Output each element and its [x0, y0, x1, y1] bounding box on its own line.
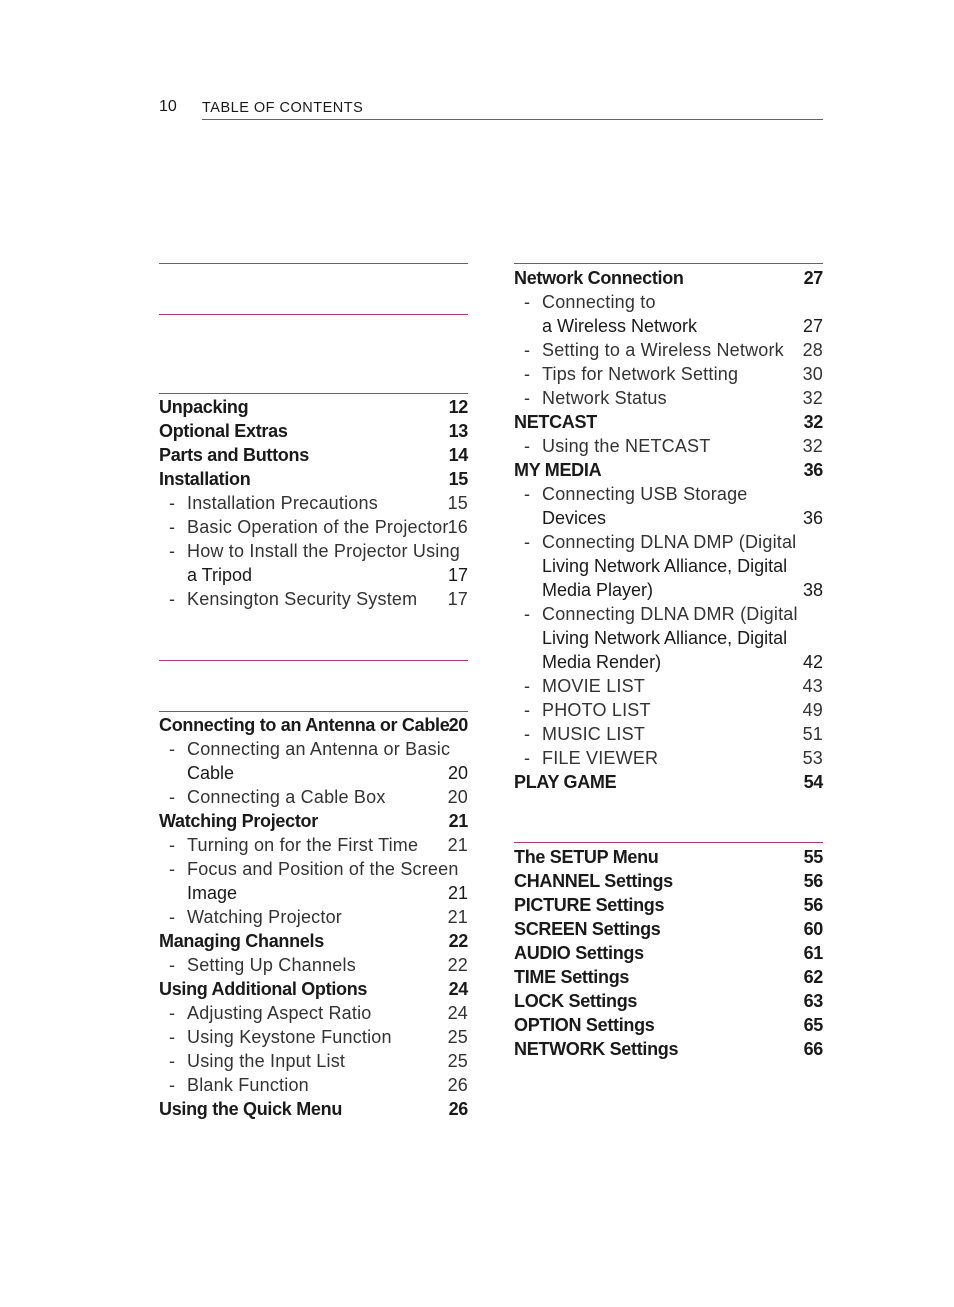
toc-entry-title: Managing Channels: [159, 931, 324, 951]
toc-entry-page: 28: [802, 340, 823, 360]
toc-entry[interactable]: [159, 515, 468, 539]
toc-entry[interactable]: [159, 1097, 468, 1121]
toc-entry-page: 54: [803, 772, 823, 792]
toc-entry-title: PLAY GAME: [514, 772, 617, 792]
toc-entry[interactable]: [514, 989, 823, 1013]
toc-entry-title: PICTURE Settings: [514, 895, 665, 915]
toc-entry-page: 20: [447, 787, 468, 807]
toc-entry-title: Using the Input List: [187, 1051, 346, 1071]
toc-entry[interactable]: [159, 713, 468, 737]
toc-entry-title: Setting Up Channels: [187, 955, 356, 975]
toc-entry-page: 51: [802, 724, 823, 744]
toc-entry-title: Connecting USB Storage: [542, 484, 748, 504]
toc-entry-title: Cable: [187, 763, 235, 783]
toc-entry-page: 15: [448, 469, 468, 489]
bullet-dash: -: [169, 1051, 176, 1071]
toc-entry[interactable]: [514, 578, 823, 602]
toc-entry-title: NETWORK Settings: [514, 1039, 679, 1059]
bullet-dash: -: [169, 859, 176, 879]
section-rule: [159, 711, 468, 712]
toc-entry-page: 61: [803, 943, 823, 963]
toc-entry-page: 20: [448, 715, 468, 735]
toc-entry-page: 17: [447, 589, 468, 609]
toc-entry[interactable]: [514, 482, 823, 506]
bullet-dash: -: [169, 955, 176, 975]
toc-entry[interactable]: [159, 785, 468, 809]
toc-entry-title: Basic Operation of the Projector: [187, 517, 449, 537]
bullet-dash: -: [524, 700, 531, 720]
bullet-dash: -: [524, 676, 531, 696]
bullet-dash: -: [169, 787, 176, 807]
toc-entry[interactable]: [514, 362, 823, 386]
toc-entry-page: 53: [802, 748, 823, 768]
toc-entry[interactable]: [514, 506, 823, 530]
toc-entry[interactable]: [514, 1037, 823, 1061]
toc-entry-page: 65: [803, 1015, 823, 1035]
toc-entry[interactable]: [514, 917, 823, 941]
toc-entry-page: 14: [448, 445, 468, 465]
toc-entry-title: MY MEDIA: [514, 460, 602, 480]
toc-entry[interactable]: [159, 443, 468, 467]
toc-entry-title: Network Connection: [514, 268, 684, 288]
toc-entry-page: 60: [803, 919, 823, 939]
toc-entry-title: a Wireless Network: [542, 316, 698, 336]
toc-entry[interactable]: [159, 809, 468, 833]
toc-entry[interactable]: [159, 1073, 468, 1097]
toc-entry-title: Devices: [542, 508, 607, 528]
section-rule: [159, 393, 468, 394]
bullet-dash: -: [524, 388, 531, 408]
toc-block-right-2: [514, 845, 823, 1061]
toc-entry-page: 21: [448, 811, 468, 831]
toc-entry-title: Focus and Position of the Screen: [187, 859, 459, 879]
toc-entry-page: 24: [447, 1003, 468, 1023]
toc-entry[interactable]: [159, 737, 468, 761]
bullet-dash: -: [169, 835, 176, 855]
toc-entry-title: Installation Precautions: [187, 493, 378, 513]
toc-entry-title: Using Additional Options: [159, 979, 368, 999]
bullet-dash: -: [169, 1075, 176, 1095]
toc-entry-title: CHANNEL Settings: [514, 871, 673, 891]
toc-entry-page: 62: [803, 967, 823, 987]
toc-entry-title: Blank Function: [187, 1075, 309, 1095]
bullet-dash: -: [524, 292, 531, 312]
toc-entry-page: 27: [802, 316, 823, 336]
toc-entry-title: Network Status: [542, 388, 667, 408]
bullet-dash: -: [169, 541, 176, 561]
bullet-dash: -: [169, 739, 176, 759]
toc-entry-page: 15: [447, 493, 468, 513]
toc-entry-page: 25: [447, 1027, 468, 1047]
toc-entry[interactable]: [159, 881, 468, 905]
toc-entry-title: Turning on for the First Time: [187, 835, 419, 855]
toc-entry-page: 17: [447, 565, 468, 585]
toc-entry-title: Living Network Alliance, Digital: [542, 628, 788, 648]
bullet-dash: -: [169, 589, 176, 609]
toc-entry-title: OPTION Settings: [514, 1015, 655, 1035]
toc-entry-page: 21: [447, 907, 468, 927]
toc-entry[interactable]: [159, 563, 468, 587]
toc-entry[interactable]: [514, 602, 823, 626]
bullet-dash: -: [169, 1027, 176, 1047]
toc-entry-page: 63: [803, 991, 823, 1011]
bullet-dash: -: [169, 907, 176, 927]
toc-entry-title: SCREEN Settings: [514, 919, 661, 939]
toc-entry-page: 43: [802, 676, 823, 696]
toc-entry-title: Connecting an Antenna or Basic: [187, 739, 451, 759]
toc-entry-page: 25: [447, 1051, 468, 1071]
toc-entry[interactable]: [514, 770, 823, 794]
toc-entry-title: Using Keystone Function: [187, 1027, 392, 1047]
toc-entry-title: Using the NETCAST: [542, 436, 711, 456]
toc-entry-page: 56: [803, 871, 823, 891]
toc-entry-title: The SETUP Menu: [514, 847, 659, 867]
toc-entry[interactable]: [159, 905, 468, 929]
toc-entry[interactable]: [514, 290, 823, 314]
toc-entry[interactable]: [514, 941, 823, 965]
toc-entry-title: How to Install the Projector Using: [187, 541, 460, 561]
toc-entry[interactable]: [159, 1049, 468, 1073]
bullet-dash: -: [169, 517, 176, 537]
toc-entry-page: 22: [448, 931, 468, 951]
bullet-dash: -: [169, 1003, 176, 1023]
toc-entry[interactable]: [514, 626, 823, 650]
toc-entry-title: Media Player): [542, 580, 654, 600]
toc-entry[interactable]: [514, 845, 823, 869]
toc-entry[interactable]: [514, 893, 823, 917]
toc-entry-title: Connecting to an Antenna or Cable: [159, 715, 450, 735]
toc-entry-title: TIME Settings: [514, 967, 630, 987]
toc-entry-title: Kensington Security System: [187, 589, 418, 609]
toc-entry-title: Watching Projector: [159, 811, 318, 831]
toc-entry-page: 49: [802, 700, 823, 720]
section-rule: [514, 263, 823, 264]
toc-entry-title: FILE VIEWER: [542, 748, 659, 768]
toc-entry-page: 24: [448, 979, 468, 999]
toc-entry-page: 56: [803, 895, 823, 915]
toc-entry-page: 26: [447, 1075, 468, 1095]
bullet-dash: -: [524, 532, 531, 552]
toc-entry[interactable]: [514, 530, 823, 554]
toc-entry-title: Watching Projector: [187, 907, 342, 927]
toc-block-right-1: [514, 266, 823, 794]
toc-entry-title: Setting to a Wireless Network: [542, 340, 784, 360]
bullet-dash: -: [524, 484, 531, 504]
toc-entry[interactable]: [159, 1001, 468, 1025]
toc-entry-title: Using the Quick Menu: [159, 1099, 343, 1119]
toc-entry-page: 13: [448, 421, 468, 441]
toc-entry[interactable]: [159, 539, 468, 563]
toc-entry-page: 20: [447, 763, 468, 783]
toc-entry[interactable]: [159, 491, 468, 515]
page-title: TABLE OF CONTENTS: [202, 100, 364, 116]
toc-entry-title: NETCAST: [514, 412, 597, 432]
bullet-dash: -: [169, 493, 176, 513]
toc-entry[interactable]: [514, 698, 823, 722]
bullet-dash: -: [524, 436, 531, 456]
toc-entry[interactable]: [514, 554, 823, 578]
toc-entry[interactable]: [514, 434, 823, 458]
toc-entry-title: Connecting a Cable Box: [187, 787, 386, 807]
toc-entry-page: 21: [447, 835, 468, 855]
toc-entry[interactable]: [514, 746, 823, 770]
toc-entry-page: 66: [803, 1039, 823, 1059]
toc-entry-page: 38: [802, 580, 823, 600]
toc-entry[interactable]: [514, 266, 823, 290]
toc-entry[interactable]: [514, 410, 823, 434]
toc-entry[interactable]: [514, 650, 823, 674]
bullet-dash: -: [524, 724, 531, 744]
toc-entry-page: 21: [447, 883, 468, 903]
toc-entry[interactable]: [159, 977, 468, 1001]
toc-entry-title: Connecting to: [542, 292, 656, 312]
section-rule: [159, 263, 468, 264]
toc-entry-title: Adjusting Aspect Ratio: [187, 1003, 372, 1023]
toc-entry-title: PHOTO LIST: [542, 700, 651, 720]
toc-entry[interactable]: [159, 395, 468, 419]
toc-entry[interactable]: [159, 953, 468, 977]
toc-entry-title: a Tripod: [187, 565, 253, 585]
toc-entry-page: 12: [448, 397, 468, 417]
toc-entry[interactable]: [159, 467, 468, 491]
toc-entry[interactable]: [514, 1013, 823, 1037]
toc-entry-page: 27: [803, 268, 823, 288]
toc-entry[interactable]: [514, 386, 823, 410]
toc-entry-title: MUSIC LIST: [542, 724, 646, 744]
toc-entry-title: Living Network Alliance, Digital: [542, 556, 788, 576]
toc-block-left-1: [159, 395, 468, 611]
toc-entry[interactable]: [159, 1025, 468, 1049]
toc-entry-page: 36: [803, 460, 823, 480]
page-number: 10: [159, 98, 177, 115]
toc-entry[interactable]: [514, 674, 823, 698]
toc-entry[interactable]: [159, 857, 468, 881]
toc-entry-title: Connecting DLNA DMR (Digital: [542, 604, 798, 624]
toc-entry-title: AUDIO Settings: [514, 943, 644, 963]
toc-entry[interactable]: [159, 833, 468, 857]
toc-entry-page: 32: [802, 388, 823, 408]
toc-entry[interactable]: [514, 722, 823, 746]
toc-entry[interactable]: [514, 338, 823, 362]
toc-entry[interactable]: [159, 419, 468, 443]
toc-entry-page: 42: [802, 652, 823, 672]
toc-entry-title: Tips for Network Setting: [542, 364, 739, 384]
toc-entry-page: 26: [448, 1099, 468, 1119]
toc-entry-title: LOCK Settings: [514, 991, 638, 1011]
bullet-dash: -: [524, 364, 531, 384]
section-rule: [514, 842, 823, 843]
toc-entry-page: 30: [802, 364, 823, 384]
header-rule: [202, 119, 823, 120]
toc-entry-page: 32: [803, 412, 823, 432]
toc-entry-title: Connecting DLNA DMP (Digital: [542, 532, 797, 552]
toc-entry[interactable]: [514, 314, 823, 338]
toc-entry[interactable]: [514, 869, 823, 893]
bullet-dash: -: [524, 604, 531, 624]
toc-block-left-2: [159, 713, 468, 1121]
toc-entry-title: Optional Extras: [159, 421, 288, 441]
toc-entry[interactable]: [514, 458, 823, 482]
toc-entry[interactable]: [159, 761, 468, 785]
section-rule: [159, 314, 468, 315]
toc-entry-title: MOVIE LIST: [542, 676, 646, 696]
bullet-dash: -: [524, 748, 531, 768]
toc-entry-page: 36: [802, 508, 823, 528]
toc-entry-page: 22: [447, 955, 468, 975]
toc-entry-title: Parts and Buttons: [159, 445, 309, 465]
toc-entry-page: 16: [447, 517, 468, 537]
toc-entry-title: Image: [187, 883, 238, 903]
toc-entry[interactable]: [514, 965, 823, 989]
toc-entry-title: Unpacking: [159, 397, 249, 417]
toc-entry[interactable]: [159, 929, 468, 953]
toc-entry-title: Media Render): [542, 652, 662, 672]
toc-entry-page: 32: [802, 436, 823, 456]
toc-entry-title: Installation: [159, 469, 251, 489]
bullet-dash: -: [524, 340, 531, 360]
toc-entry[interactable]: [159, 587, 468, 611]
toc-entry-page: 55: [803, 847, 823, 867]
section-rule: [159, 660, 468, 661]
